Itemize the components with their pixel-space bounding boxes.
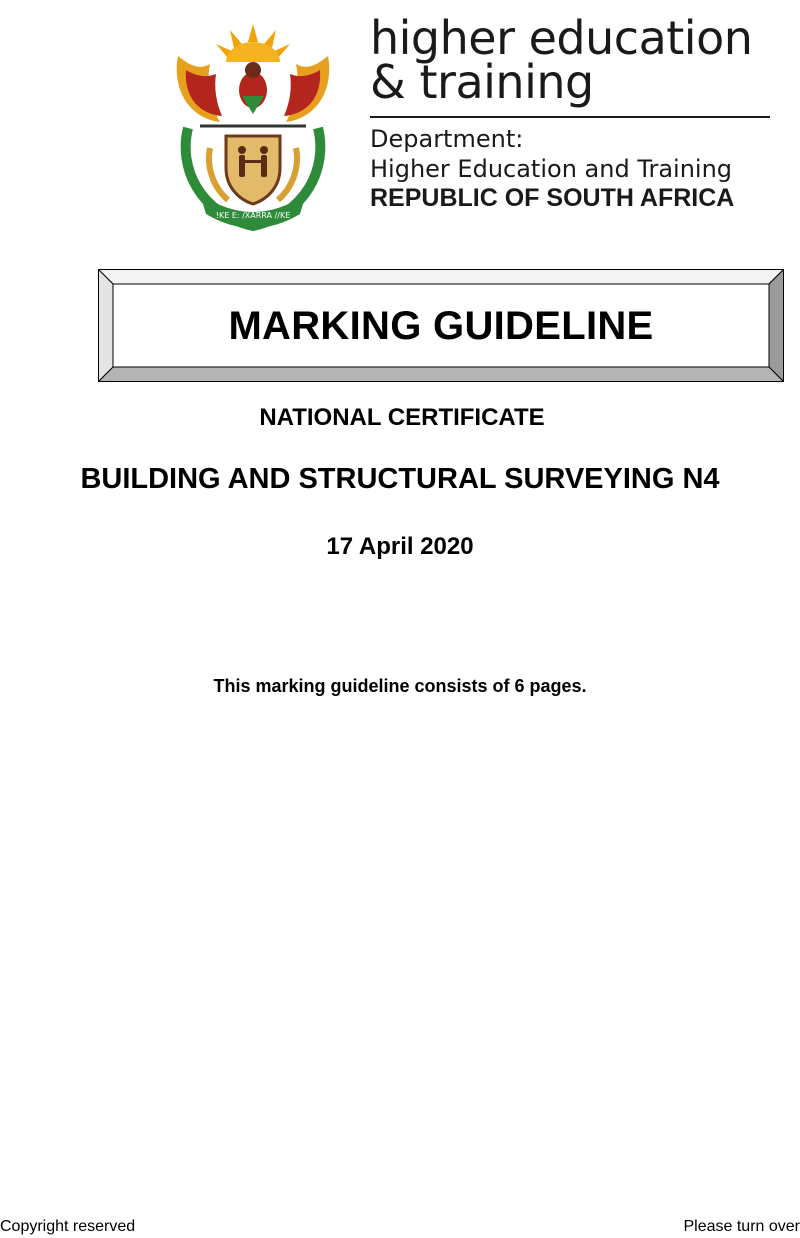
department-label: Department: [370,125,524,153]
country-name: REPUBLIC OF SOUTH AFRICA [370,184,735,212]
brand-name-line-2: & training [370,55,594,109]
turn-over-footer: Please turn over [683,1218,800,1235]
brand-divider [370,116,770,118]
brand-name-line-1: higher education [370,11,753,65]
certificate-name: NATIONAL CERTIFICATE [259,404,545,431]
page-count-note: This marking guideline consists of 6 pages. [213,676,587,696]
coat-of-arms-icon [170,18,336,232]
copyright-footer: Copyright reserved [0,1218,136,1235]
subject-title: BUILDING AND STRUCTURAL SURVEYING N4 [80,463,720,495]
svg-text:!KE E: /XARRA //KE: !KE E: /XARRA //KE [215,211,291,220]
exam-date: 17 April 2020 [326,533,474,560]
department-name: Higher Education and Training [370,155,733,183]
document-title: MARKING GUIDELINE [228,304,654,348]
